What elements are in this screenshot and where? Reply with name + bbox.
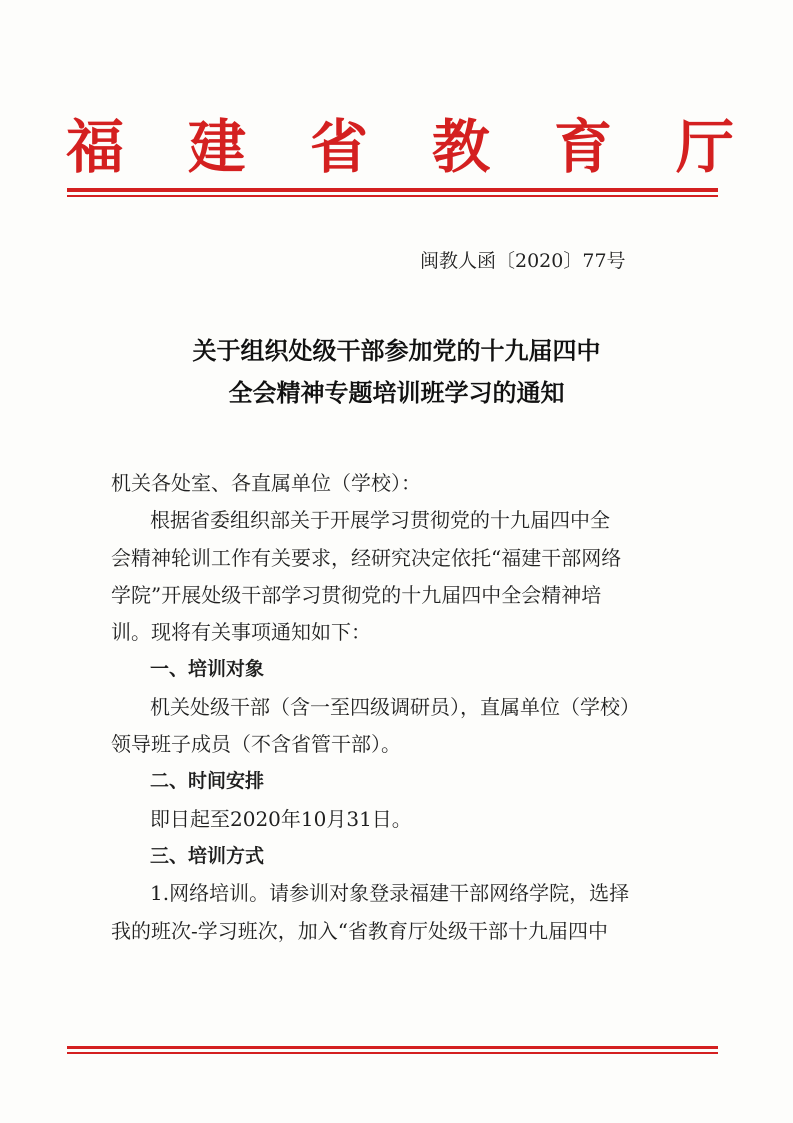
section1-paragraph (111, 689, 686, 764)
document-number: 闽教人函〔2020〕77号 (420, 250, 626, 272)
section2-paragraph (111, 801, 686, 838)
masthead-char: 育 (553, 113, 612, 181)
section-heading-1: 一、培训对象 (150, 658, 265, 681)
masthead-divider-thick (67, 188, 718, 192)
salutation (111, 465, 686, 502)
paragraph-line: 1.网络培训。请参训对象登录福建干部网络学院，选择 (150, 881, 630, 906)
paragraph-line: 训。现将有关事项通知如下： (111, 620, 371, 645)
paragraph-line: 我的班次-学习班次，加入“省教育厅处级干部十九届四中 (111, 918, 608, 943)
paragraph-line: 机关处级干部（含一至四级调研员），直属单位（学校） (150, 694, 640, 719)
masthead-title (60, 112, 740, 182)
intro-paragraph (111, 502, 686, 651)
salutation-text: 机关各处室、各直属单位（学校）： (111, 471, 421, 495)
masthead-char: 省 (309, 113, 368, 181)
masthead-char: 厅 (675, 113, 734, 181)
masthead-char: 教 (431, 113, 490, 181)
paragraph-line: 领导班子成员（不含省管干部）。 (111, 732, 401, 757)
masthead-char: 建 (187, 113, 246, 181)
document-title (80, 330, 713, 414)
title-line-1: 关于组织处级干部参加党的十九届四中 (192, 337, 601, 365)
paragraph-line: 学院”开展处级干部学习贯彻党的十九届四中全会精神培 (111, 582, 602, 607)
section-heading-2: 二、时间安排 (150, 770, 265, 793)
footer-divider-thin (67, 1052, 718, 1054)
masthead-char: 福 (65, 113, 124, 181)
footer-divider-thick (67, 1046, 718, 1049)
title-line-2: 全会精神专题培训班学习的通知 (228, 379, 565, 407)
paragraph-line: 根据省委组织部关于开展学习贯彻党的十九届四中全 (150, 508, 610, 533)
paragraph-line: 会精神轮训工作有关要求，经研究决定依托“福建干部网络 (111, 545, 622, 570)
masthead-divider-thin (67, 195, 718, 197)
document-body (111, 465, 686, 950)
section-heading-3: 三、培训方式 (150, 844, 265, 867)
paragraph-line: 即日起至2020年10月31日。 (150, 806, 412, 831)
section3-paragraph (111, 875, 686, 950)
